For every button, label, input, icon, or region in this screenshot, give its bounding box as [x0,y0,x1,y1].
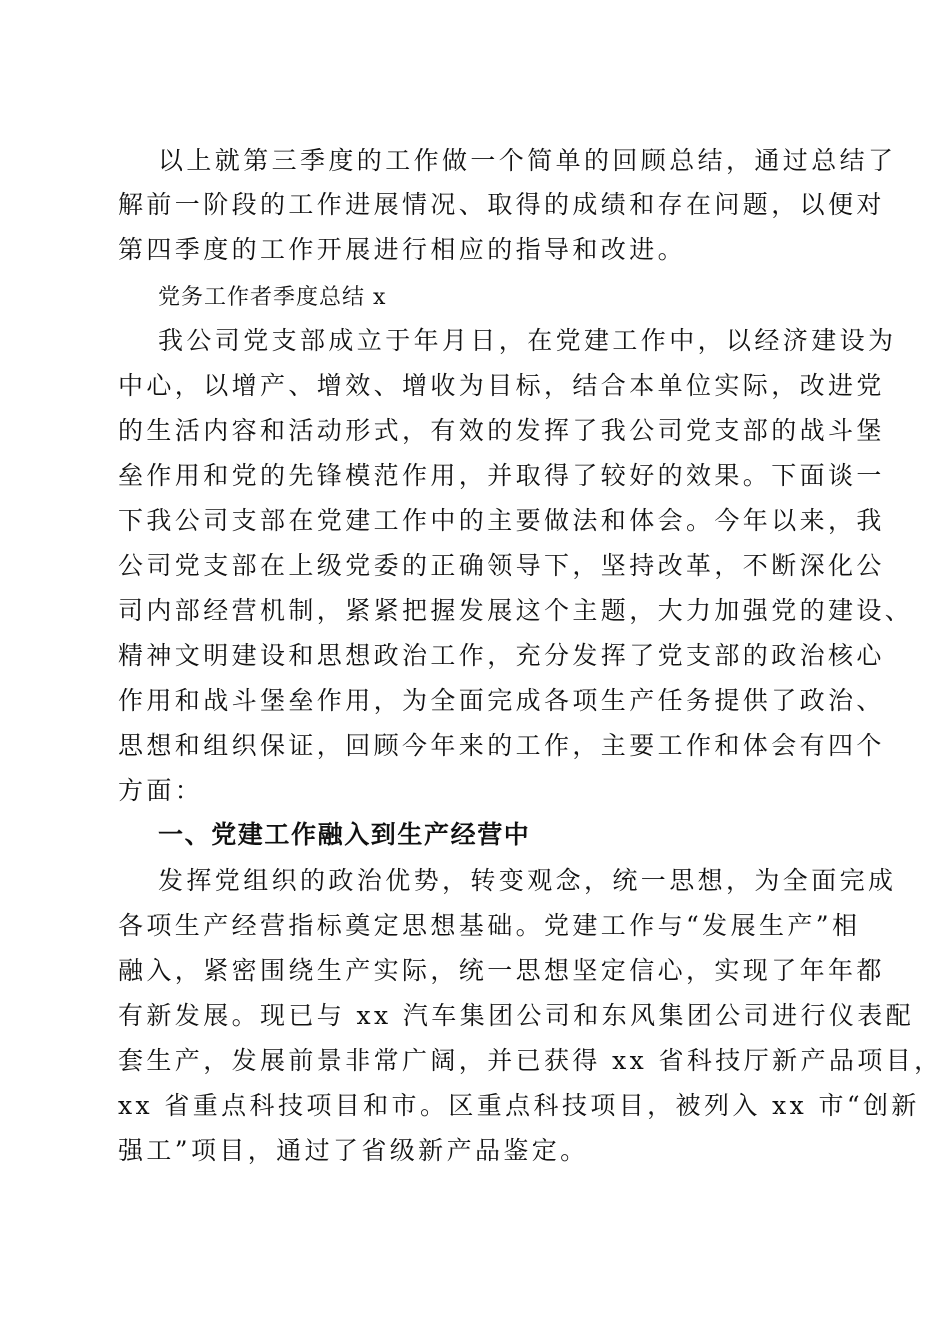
body-line-2: 中心，以增产、增效、增收为目标，结合本单位实际，改进党 [118,371,885,400]
document-title: 党务工作者季度总结 x [158,285,387,310]
intro-line-1: 以上就第三季度的工作做一个简单的回顾总结，通过总结了 [158,146,897,175]
intro-line-3: 第四季度的工作开展进行相应的指导和改进。 [118,235,687,264]
body-line-8: 精神文明建设和思想政治工作，充分发挥了党支部的政治核心 [118,641,885,670]
section-heading: 一、党建工作融入到生产经营中 [158,820,531,849]
intro-line-2: 解前一阶段的工作进展情况、取得的成绩和存在问题，以便对 [118,190,885,219]
section-line-5: 套生产，发展前景非常广阔，并已获得 xx 省科技厅新产品项目， [118,1046,943,1075]
body-line-9: 作用和战斗堡垒作用，为全面完成各项生产任务提供了政治、 [118,686,885,715]
body-line-11: 方面： [118,776,204,805]
body-line-7: 司内部经营机制，紧紧把握发展这个主题，大力加强党的建设、 [118,596,914,625]
section-line-4: 有新发展。现已与 xx 汽车集团公司和东风集团公司进行仪表配 [118,1001,915,1030]
section-line-3: 融入，紧密围绕生产实际，统一思想坚定信心，实现了年年都 [118,956,885,985]
section-line-2: 各项生产经营指标奠定思想基础。党建工作与“发展生产”相 [118,911,861,940]
body-line-10: 思想和组织保证，回顾今年来的工作，主要工作和体会有四个 [118,731,885,760]
section-line-7: 强工”项目，通过了省级新产品鉴定。 [118,1136,589,1165]
section-line-1: 发挥党组织的政治优势，转变观念，统一思想，为全面完成 [158,866,897,895]
body-line-5: 下我公司支部在党建工作中的主要做法和体会。今年以来，我 [118,506,885,535]
body-line-1: 我公司党支部成立于年月日，在党建工作中，以经济建设为 [158,326,897,355]
body-line-4: 垒作用和党的先锋模范作用，并取得了较好的效果。下面谈一 [118,461,885,490]
section-line-6: xx 省重点科技项目和市。区重点科技项目，被列入 xx 市“创新 [118,1091,920,1120]
body-line-3: 的生活内容和活动形式，有效的发挥了我公司党支部的战斗堡 [118,416,885,445]
body-line-6: 公司党支部在上级党委的正确领导下，坚持改革，不断深化公 [118,551,885,580]
